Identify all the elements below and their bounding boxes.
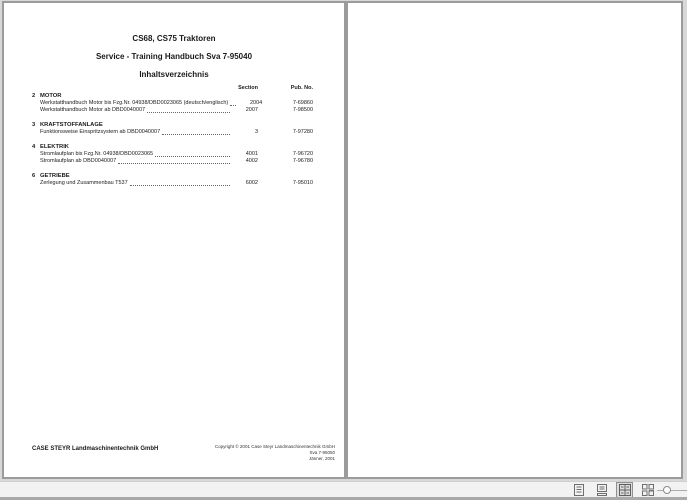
toc-entry-section: 6002 xyxy=(245,180,258,186)
leader-dots xyxy=(118,159,230,164)
continuous-view-icon[interactable] xyxy=(594,483,609,497)
toc-section-heading-kraftstoffanlage xyxy=(32,122,313,129)
column-header-pub-no: Pub. No. xyxy=(290,85,313,91)
toc-entry-section: 3 xyxy=(254,129,258,135)
zoom-slider-knob[interactable] xyxy=(663,486,671,494)
toc-section-number: 4 xyxy=(32,144,36,150)
toc-section-number: 2 xyxy=(32,93,36,99)
toc-entry-pub-no: 7-69860 xyxy=(292,100,313,106)
toc-entry-section: 4002 xyxy=(245,158,258,164)
toc-entry-section: 2007 xyxy=(245,107,258,113)
toc-entry-pub-no: 7-95010 xyxy=(292,180,313,186)
toc-section-number: 6 xyxy=(32,173,36,179)
column-header-section: Section xyxy=(238,85,258,91)
toc-section-heading-motor xyxy=(32,93,313,100)
toc-entry-section: 2004 xyxy=(249,100,263,106)
toc-entry-title: Stromlaufplan bis Fzg.Nr. 04938/DBD0023065 xyxy=(40,151,154,157)
toc-entry-section: 4001 xyxy=(245,151,258,157)
single-page-view-icon[interactable] xyxy=(571,483,586,497)
doc-title-model: CS68, CS75 Traktoren xyxy=(132,34,216,43)
toc-entry xyxy=(32,180,313,187)
toc-section-name: ELEKTRIK xyxy=(40,144,69,150)
toc-entry-title: Funktionsweise Einspritzsystem ab DBD0040007 xyxy=(40,129,161,135)
doc-title-contents: Inhaltsverzeichnis xyxy=(139,70,209,79)
toc-entry-title: Werkstatthandbuch Motor bis Fzg.Nr. 04938/DBD0023065 (deutsch/englisch) xyxy=(40,100,229,106)
leader-dots xyxy=(130,181,230,186)
toc-entry xyxy=(32,158,313,165)
toc-section-heading-elektrik xyxy=(32,144,313,151)
toc-entry-pub-no: 7-98500 xyxy=(292,107,313,113)
footer-date: Jänner, 2001 xyxy=(308,456,335,461)
zoom-out-icon[interactable] xyxy=(649,490,654,491)
toc-entry-pub-no: 7-96780 xyxy=(292,158,313,164)
footer-copyright-block xyxy=(215,444,335,462)
document-spread xyxy=(2,1,683,479)
toc-entry-pub-no: 7-97280 xyxy=(292,129,313,135)
leader-dots xyxy=(230,101,236,106)
toc-section-heading-getriebe xyxy=(32,173,313,180)
toc-entry xyxy=(32,107,313,114)
table-of-contents xyxy=(32,93,313,187)
toc-entry xyxy=(32,100,313,107)
leader-dots xyxy=(147,108,230,113)
document-page-right-blank xyxy=(348,3,681,477)
toc-entry xyxy=(32,151,313,158)
doc-title-manual: Service - Training Handbuch Sva 7-95040 xyxy=(95,52,253,61)
status-bar xyxy=(0,481,687,498)
zoom-slider-track[interactable] xyxy=(657,490,687,491)
toc-section-name: MOTOR xyxy=(40,93,62,99)
footer-copyright-line: Copyright © 2001 Case Steyr Landmaschinentechnik GmbH xyxy=(214,444,335,449)
toc-section-name: GETRIEBE xyxy=(40,173,70,179)
footer-company-name: CASE STEYR Landmaschinentechnik GmbH xyxy=(32,446,159,452)
toc-entry-title: Werkstatthandbuch Motor ab DBD0040007 xyxy=(40,107,146,113)
toc-entry-title: Zerlegung und Zusammenbau T537 xyxy=(40,180,128,186)
footer-pub-no: Sva 7-95050 xyxy=(309,450,335,455)
leader-dots xyxy=(155,152,230,157)
toc-section-number: 3 xyxy=(32,122,36,128)
toc-entry-title: Stromlaufplan ab DBD0040007 xyxy=(40,158,117,164)
toc-section-name: KRAFTSTOFFANLAGE xyxy=(40,122,103,128)
document-page-left xyxy=(4,3,344,477)
toc-entry-pub-no: 7-96720 xyxy=(292,151,313,157)
two-page-view-icon[interactable] xyxy=(617,483,632,497)
page-layout-buttons xyxy=(571,483,655,497)
toc-entry xyxy=(32,129,313,136)
leader-dots xyxy=(162,130,230,135)
toc-column-headers xyxy=(32,85,313,93)
